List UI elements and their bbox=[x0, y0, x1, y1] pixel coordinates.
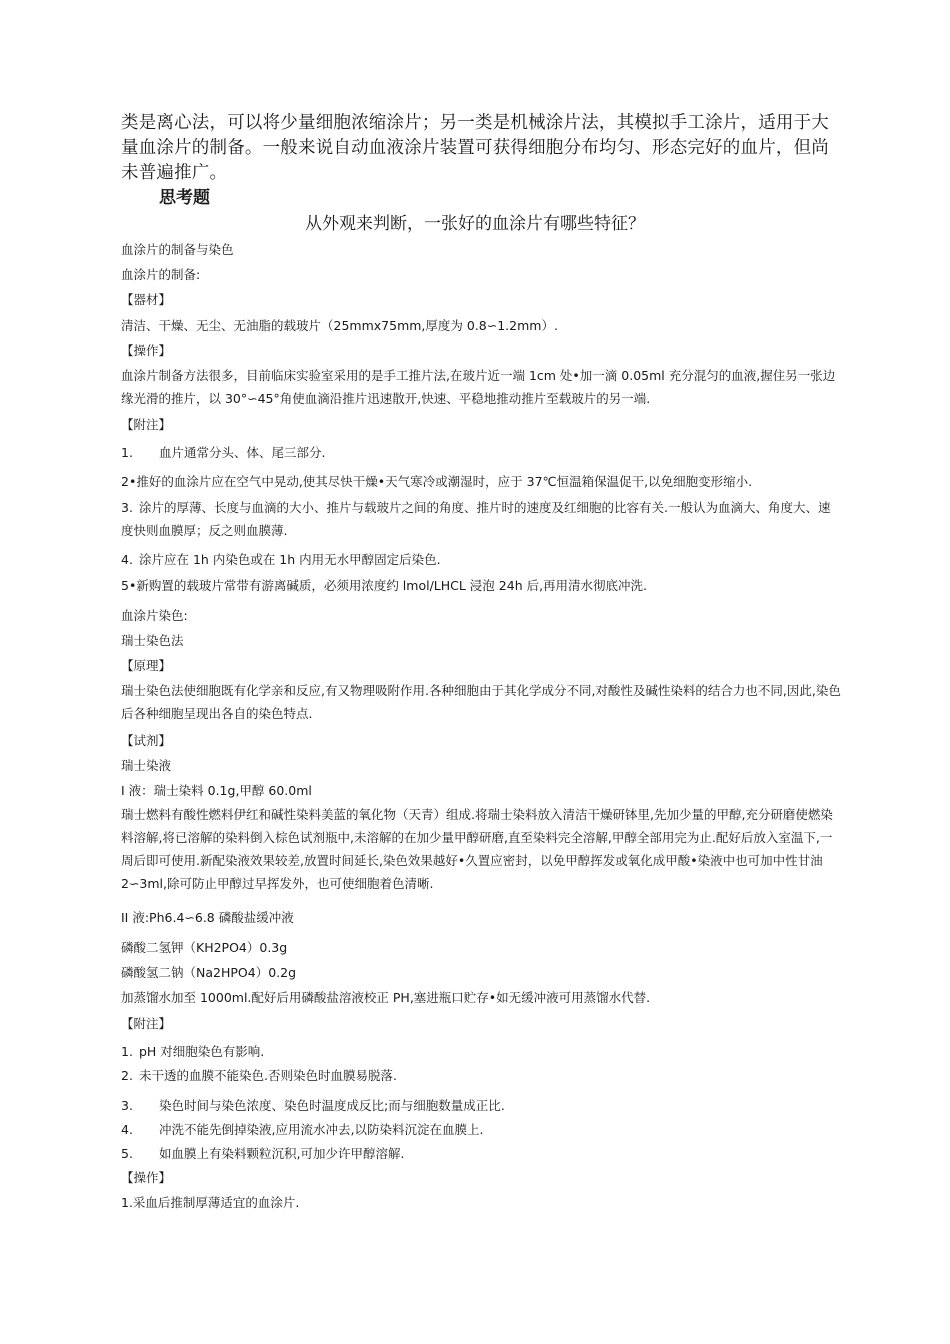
principle-text: 瑞士染色法使细胞既有化学亲和反应,有又物理吸附作用.各种细胞由于其化学成分不同,对酸性及碱性染料的结合力也不同,因此,染色后各种细胞呈现出各自的染色特点. bbox=[121, 683, 841, 721]
na2hpo4-line: 磷酸氢二钠（Na2HPO4）0.2g bbox=[121, 965, 297, 980]
note-number: 1. bbox=[121, 1044, 133, 1059]
prep-note-2: 2•推好的血涂片应在空气中晃动,使其尽快干燥•天气寒冷或潮湿时，应于 37℃恒温箱保温促干,以免细胞变形缩小. bbox=[121, 474, 753, 489]
stain-heading: 血涂片染色: bbox=[121, 608, 188, 623]
intro-paragraph: 类是离心法，可以将少量细胞浓缩涂片；另一类是机械涂片法，其模拟手工涂片，适用于大量血涂片的制备。一般来说自动血液涂片装置可获得细胞分布均匀、形态完好的血片，但尚未普遍推广。 bbox=[121, 113, 829, 183]
prep-notes-label: 【附注】 bbox=[121, 417, 172, 432]
stain-note-3 bbox=[121, 1094, 841, 1117]
reagent-name: 瑞士染液 bbox=[121, 758, 172, 773]
prep-heading: 血涂片的制备与染色 bbox=[121, 242, 234, 257]
note-number: 5. bbox=[121, 1146, 133, 1161]
liquid-1-title: I 液：瑞士染料 0.1g,甲醇 60.0ml bbox=[121, 783, 312, 798]
note-text: 未干透的血膜不能染色.否则染色时血膜易脱落. bbox=[139, 1068, 397, 1083]
prep-note-3 bbox=[121, 496, 841, 542]
note-number: 1. bbox=[121, 445, 133, 460]
equipment-text: 清洁、干燥、无尘、无油脂的载玻片（25mmx75mm,厚度为 0.8∽1.2mm）. bbox=[121, 318, 558, 333]
stain-notes-label: 【附注】 bbox=[121, 1016, 172, 1031]
note-number: 3. bbox=[121, 500, 133, 515]
liquid-1-text: 瑞士燃料有酸性燃料伊红和碱性染料美蓝的氧化物（天青）组成.将瑞士染料放入清洁干燥研钵里,先加少量的甲醇,充分研磨使燃染料溶解,将已溶解的染料倒入棕色试剂瓶中,未溶解的在加少量甲醇研磨,直至染料完全溶解,甲醇全部用完为止.配好后放入室温下,一周后即可使用.新配染液效果较差,放置时间延长,染色效果越好•久置应密封，以免甲醇挥发或氧化成甲酸•染液中也可加中性甘油 2∽3ml,除可防止甲醇过早挥发外，也可使细胞着色清晰. bbox=[121, 807, 833, 891]
stain-note-4 bbox=[121, 1118, 841, 1141]
prep-note-4 bbox=[121, 548, 841, 571]
stain-note-5 bbox=[121, 1142, 841, 1165]
note-number: 3. bbox=[121, 1098, 133, 1113]
note-text: 如血膜上有染料颗粒沉积,可加少许甲醇溶解. bbox=[159, 1146, 405, 1161]
think-title: 思考题 bbox=[159, 188, 210, 208]
stain-note-2 bbox=[121, 1064, 841, 1087]
prep-note-1 bbox=[121, 441, 841, 464]
wright-method-title: 瑞士染色法 bbox=[121, 633, 184, 648]
question-text: 从外观来判断，一张好的血涂片有哪些特征？ bbox=[305, 214, 645, 234]
operation-text: 血涂片制备方法很多，目前临床实验室采用的是手工推片法,在玻片近一端 1cm 处•加一滴 0.05ml 充分混匀的血液,握住另一张边缘光滑的推片，以 30°∽45°角使血滴沿推片迅速散开,快速、平稳地推动推片至载玻片的另一端. bbox=[121, 368, 836, 406]
operation-label: 【操作】 bbox=[121, 343, 172, 358]
stain-operation-label: 【操作】 bbox=[121, 1170, 172, 1185]
kh2po4-line: 磷酸二氢钾（KH2PO4）0.3g bbox=[121, 940, 288, 955]
reagent-label: 【试剂】 bbox=[121, 733, 172, 748]
note-text: 染色时间与染色浓度、染色时温度成反比;而与细胞数量成正比. bbox=[159, 1098, 505, 1113]
note-text: 冲洗不能先倒掉染液,应用流水冲去,以防染料沉淀在血膜上. bbox=[159, 1122, 484, 1137]
stain-note-1 bbox=[121, 1040, 841, 1063]
prep-subheading: 血涂片的制备: bbox=[121, 267, 201, 282]
stain-operation-step-1: 1.采血后推制厚薄适宜的血涂片. bbox=[121, 1195, 300, 1210]
prep-note-5: 5•新购置的载玻片常带有游离碱质，必须用浓度约 lmol/LHCL 浸泡 24h 后,再用清水彻底冲洗. bbox=[121, 578, 648, 593]
note-number: 4. bbox=[121, 1122, 133, 1137]
note-text: 涂片的厚薄、长度与血滴的大小、推片与载玻片之间的角度、推片时的速度及红细胞的比容有关.一般认为血滴大、角度大、速度快则血膜厚；反之则血膜薄. bbox=[121, 500, 831, 538]
dilute-text: 加蒸馏水加至 1000ml.配好后用磷酸盐溶液校正 PH,塞进瓶口贮存•如无缓冲液可用蒸馏水代替. bbox=[121, 990, 651, 1005]
liquid-2-title: II 液:Ph6.4∽6.8 磷酸盐缓冲液 bbox=[121, 910, 294, 925]
note-text: 血片通常分头、体、尾三部分. bbox=[159, 445, 326, 460]
note-text: 涂片应在 1h 内染色或在 1h 内用无水甲醇固定后染色. bbox=[139, 552, 441, 567]
note-text: pH 对细胞染色有影响. bbox=[139, 1044, 265, 1059]
principle-label: 【原理】 bbox=[121, 658, 172, 673]
note-number: 2. bbox=[121, 1068, 133, 1083]
equipment-label: 【器材】 bbox=[121, 292, 172, 307]
note-number: 4. bbox=[121, 552, 133, 567]
